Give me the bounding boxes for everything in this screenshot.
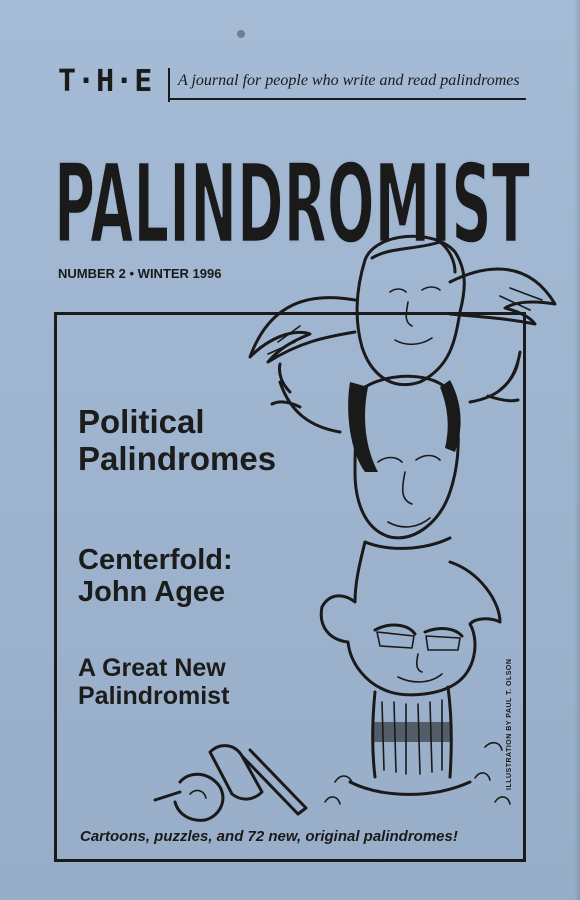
staple-mark: [237, 30, 245, 38]
tree-stump-drawing: [325, 687, 510, 804]
bottom-head-drawing: [321, 538, 500, 695]
issue-number: NUMBER 2 • WINTER 1996: [58, 266, 222, 281]
headline-line: Palindromist: [78, 682, 230, 710]
totem-caricature-illustration: [150, 222, 560, 832]
top-head-drawing: [357, 236, 464, 384]
header-divider-vertical: [168, 68, 170, 102]
headline-line: Palindromes: [78, 439, 277, 477]
headline-line: A Great New: [78, 654, 226, 682]
tagline: A journal for people who write and read palindromes: [178, 72, 520, 89]
antlers-drawing: [272, 352, 520, 432]
axe-drawing: [155, 746, 306, 821]
angel-wings-drawing: [250, 269, 555, 362]
masthead-title-text: PALINDROMIST: [54, 140, 530, 260]
headline-line: Political: [78, 403, 205, 440]
masthead-the: T·H·E: [58, 64, 154, 99]
headline-line: John Agee: [78, 576, 226, 609]
illustration-credit: ILLUSTRATION BY PAUL T. OLSON: [506, 658, 513, 790]
page-edge-shadow: [574, 0, 580, 900]
header-divider-horizontal: [168, 98, 526, 100]
cover-footer: Cartoons, puzzles, and 72 new, original palindromes!: [80, 828, 458, 845]
middle-head-drawing: [348, 376, 460, 537]
headline-line: Centerfold:: [78, 544, 233, 576]
